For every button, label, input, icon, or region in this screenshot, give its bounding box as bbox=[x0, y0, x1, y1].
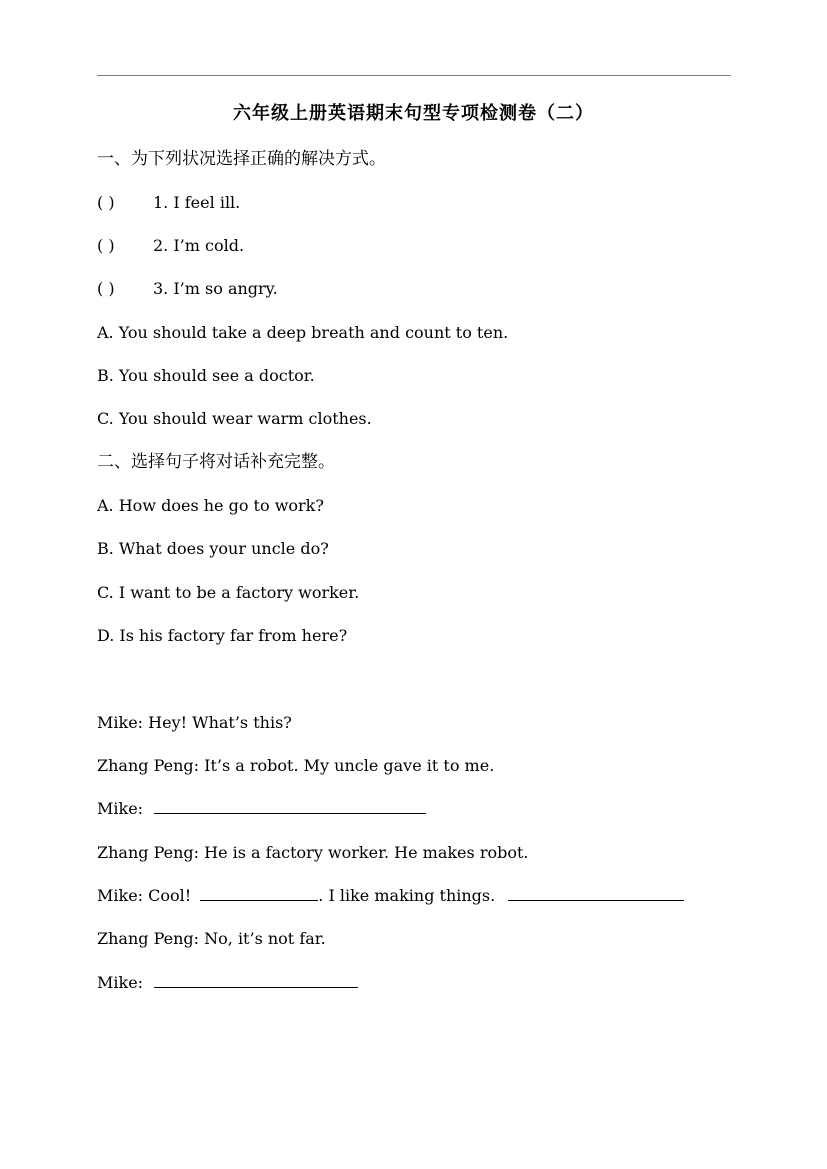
section2-heading: 二、选择句子将对话补充完整。 bbox=[97, 452, 335, 472]
option-item: A. You should take a deep breath and count to ten. bbox=[97, 323, 509, 342]
question-row bbox=[97, 235, 244, 257]
question-text: 1. I feel ill. bbox=[153, 193, 241, 212]
answer-paren[interactable]: ( ) bbox=[97, 193, 115, 212]
question-row bbox=[97, 192, 240, 214]
dialogue-text: . I like making things. bbox=[318, 886, 496, 905]
answer-blank[interactable] bbox=[154, 799, 426, 814]
option-item: C. You should wear warm clothes. bbox=[97, 409, 372, 428]
option-item: C. I want to be a factory worker. bbox=[97, 583, 360, 602]
answer-paren[interactable]: ( ) bbox=[97, 236, 115, 255]
speaker-label: Mike: bbox=[97, 973, 144, 992]
section1-heading: 一、为下列状况选择正确的解决方式。 bbox=[97, 149, 386, 169]
option-item: A. How does he go to work? bbox=[97, 496, 324, 515]
question-row bbox=[97, 278, 278, 300]
dialogue-line bbox=[97, 798, 426, 820]
speaker-label: Mike: Cool! bbox=[97, 886, 192, 905]
dialogue-line: Zhang Peng: It’s a robot. My uncle gave it to me. bbox=[97, 756, 495, 775]
page-title: 六年级上册英语期末句型专项检测卷（二） bbox=[233, 103, 594, 124]
dialogue-line: Zhang Peng: No, it’s not far. bbox=[97, 929, 326, 948]
option-item: B. You should see a doctor. bbox=[97, 366, 315, 385]
question-text: 2. I’m cold. bbox=[153, 236, 245, 255]
answer-blank[interactable] bbox=[200, 886, 318, 901]
dialogue-line bbox=[97, 885, 684, 907]
option-item: D. Is his factory far from here? bbox=[97, 626, 348, 645]
answer-paren[interactable]: ( ) bbox=[97, 279, 115, 298]
option-item: B. What does your uncle do? bbox=[97, 539, 329, 558]
header-rule bbox=[97, 75, 731, 76]
answer-blank[interactable] bbox=[508, 886, 684, 901]
question-text: 3. I’m so angry. bbox=[153, 279, 278, 298]
answer-blank[interactable] bbox=[154, 973, 358, 988]
dialogue-line bbox=[97, 972, 358, 994]
dialogue-line: Zhang Peng: He is a factory worker. He makes robot. bbox=[97, 843, 529, 862]
speaker-label: Mike: bbox=[97, 799, 144, 818]
dialogue-line: Mike: Hey! What’s this? bbox=[97, 713, 292, 732]
